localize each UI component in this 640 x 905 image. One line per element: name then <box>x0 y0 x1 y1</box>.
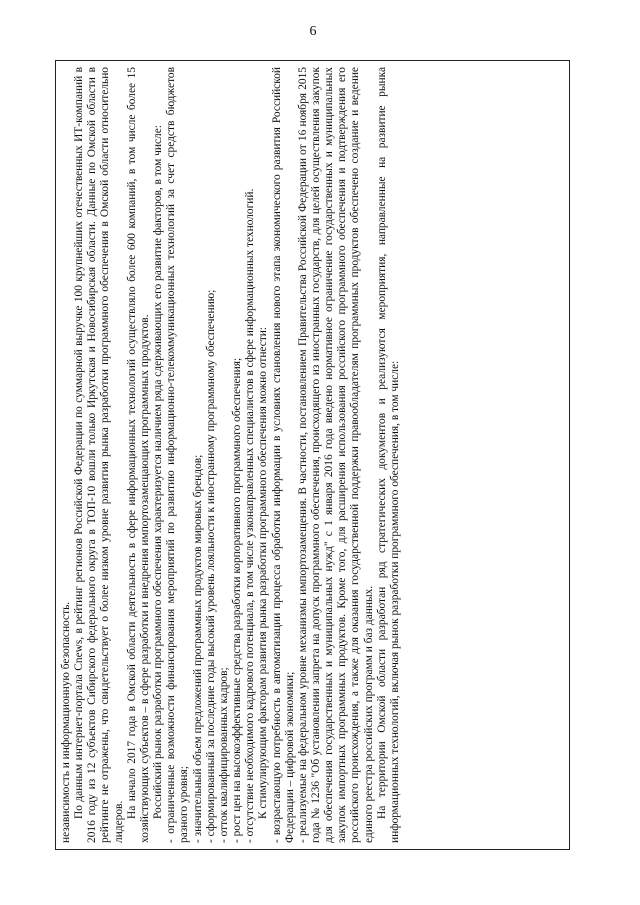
paragraph: На начало 2017 года в Омской области деятельность в сфере информационных технологий осуществляло более 600 компаний, в том числе более 15 хозяйствующих субъектов – в сфере разработки и внедрения импортозамещающих программных продуктов. <box>125 67 151 843</box>
paragraph: Российский рынок разработки программного обеспечения характеризуется наличием ряда сдерживающих его развитие факторов, в том числе: <box>152 125 165 819</box>
list-item: - значительный объем предложений программных продуктов мировых брендов; <box>191 454 204 843</box>
list-item: - реализуемые на федеральном уровне механизмы импортозамещения. В частности, постановлением Правительства Российской Федерации от 16 ноября 2015 года № 1236 "Об установлении запрета на допуск программного обеспечения, происходящего из иностранных государств, для целей осуществления закупок для обеспечения государственных и муниципальных нужд" с 1 января 2016 года введено нормативное ограничение государственных и муниципальных закупок импортных программных продуктов. Кроме того, для расширения использования российского программного обеспечения и подтверждения его российского происхождения, а также для оказания государственной поддержки правообладателям программных продуктов обеспечено создание и ведение единого реестра российских программ и баз данных. <box>296 67 375 843</box>
list-item: - рост цен на высокоэффективные средства разработки корпоративного программного обеспечения; <box>231 357 244 843</box>
paragraph: независимость и информационную безопасность. <box>60 601 72 843</box>
paragraph: По данным интернет-портала Cnews, в рейтинг регионов Российской Федерации по суммарной выручке 100 крупнейших отечественных ИТ-компаний в 2016 году из 12 субъектов Сибирского федерального округа в ТОП-10 вошли только Иркутская и Новосибирская области. Данные по Омской области в рейтинге не отражены, что свидетельствует о более низком уровне развития рынка разработки программного обеспечения в Омской области относительно лидеров. <box>73 67 125 843</box>
list-item: - возрастающую потребность в автоматизации процесса обработки информации в условиях становления нового этапа экономического развития Российской Федерации – цифровой экономики; <box>270 67 296 843</box>
paragraph: На территории Омской области разработан ряд стратегических документов и реализуются мероприятия, направленные на развитие рынка информационных технологий, включая рынок разработки программного обеспечения, в том числе: <box>375 67 401 843</box>
document-body <box>60 67 402 843</box>
list-item: - отток квалифицированных кадров; <box>217 667 230 843</box>
paragraph: К стимулирующим факторам развития рынка разработки программного обеспечения можно отнести: <box>257 326 270 819</box>
list-item: - отсутствие необходимого кадрового потенциала, в том числе узконаправленных специалистов в сфере информационных технологий. <box>244 188 257 843</box>
rotated-document-page <box>55 24 570 850</box>
text-frame <box>55 60 570 850</box>
list-item: - сформированный за последние годы высокий уровень лояльности к иностранному программному обеспечению; <box>204 289 217 843</box>
page-number: 6 <box>309 24 316 39</box>
list-item: - ограниченные возможности финансирования мероприятий по развитию информационно-телекоммуникационных технологий за счет средств бюджетов разного уровня; <box>165 67 191 843</box>
